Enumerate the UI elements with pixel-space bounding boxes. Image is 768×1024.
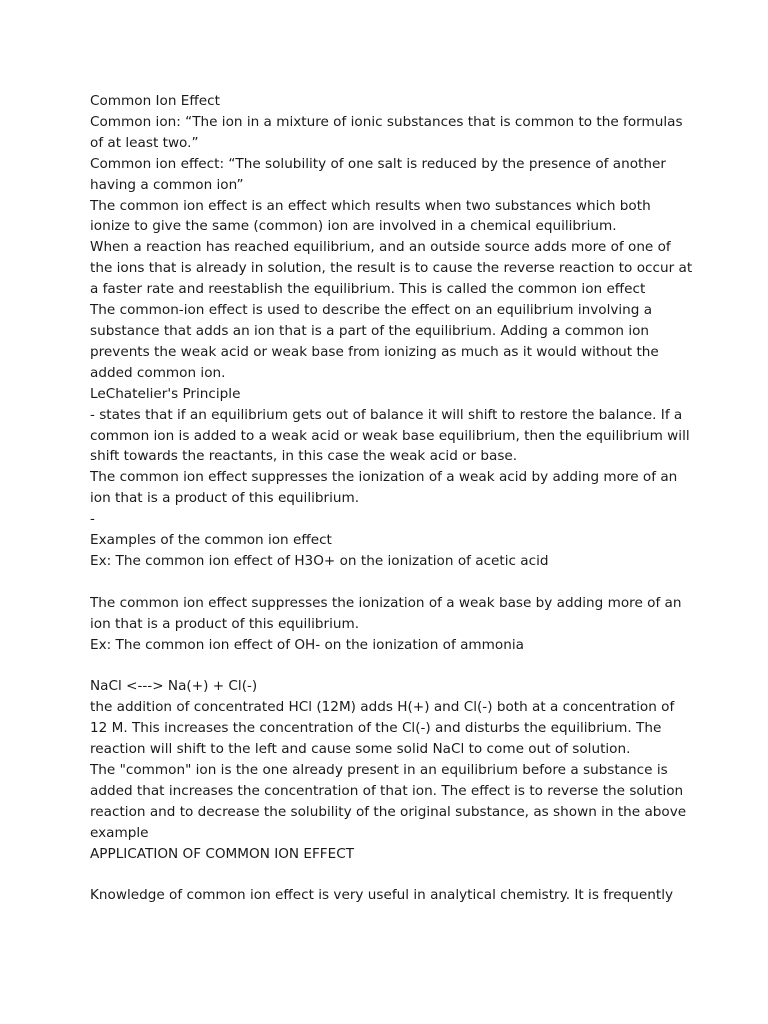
text-line: example (90, 824, 149, 841)
blank-line (90, 572, 690, 593)
section-heading: LeChatelier's Principle (90, 385, 241, 402)
text-line: Common ion: “The ion in a mixture of ionic substances that is common to the formulas (90, 113, 683, 130)
text-line: The common ion effect suppresses the ionization of a weak base by adding more of an (90, 594, 682, 611)
text-line: a faster rate and reestablish the equilibrium. This is called the common ion effect (90, 281, 646, 298)
text-line: The common-ion effect is used to describe the effect on an equilibrium involving a (90, 302, 653, 319)
text-line: 12 M. This increases the concentration of the Cl(-) and disturbs the equilibrium. The (90, 720, 662, 737)
text-line: of at least two.” (90, 134, 199, 151)
section-heading: APPLICATION OF COMMON ION EFFECT (90, 845, 355, 862)
text-line: The common ion effect suppresses the ionization of a weak acid by adding more of an (90, 469, 678, 486)
text-line: the addition of concentrated HCl (12M) adds H(+) and Cl(-) both at a concentration of (90, 699, 675, 716)
text-line: The "common" ion is the one already present in an equilibrium before a substance is (90, 761, 668, 778)
blank-line (90, 655, 690, 676)
section-heading: Examples of the common ion effect (90, 532, 332, 549)
text-line: When a reaction has reached equilibrium, and an outside source adds more of one of (90, 239, 671, 256)
text-line: ionize to give the same (common) ion are involved in a chemical equilibrium. (90, 218, 617, 235)
document-title: Common Ion Effect (90, 93, 220, 109)
text-line: the ions that is already in solution, the result is to cause the reverse reaction to occur at (90, 260, 693, 277)
text-line: substance that adds an ion that is a part of the equilibrium. Adding a common ion (90, 322, 650, 339)
text-line: ion that is a product of this equilibrium. (90, 490, 360, 507)
text-line: shift towards the reactants, in this case the weak acid or base. (90, 448, 518, 465)
text-line: - states that if an equilibrium gets out of balance it will shift to restore the balance. If a (90, 406, 683, 423)
text-line: - (90, 511, 95, 528)
text-line: common ion is added to a weak acid or weak base equilibrium, then the equilibrium will (90, 427, 690, 444)
text-line: added common ion. (90, 364, 226, 381)
text-line: Ex: The common ion effect of H3O+ on the ionization of acetic acid (90, 552, 549, 569)
text-line: prevents the weak acid or weak base from ionizing as much as it would without the (90, 343, 659, 360)
text-line: reaction and to decrease the solubility of the original substance, as shown in the above (90, 803, 687, 820)
text-line: Common ion effect: “The solubility of one salt is reduced by the presence of another (90, 155, 666, 172)
document-page (90, 91, 693, 906)
text-line: Ex: The common ion effect of OH- on the ionization of ammonia (90, 636, 524, 653)
text-line: The common ion effect is an effect which results when two substances which both (90, 197, 651, 214)
equation-line: NaCl <---> Na(+) + Cl(-) (90, 678, 258, 695)
text-line: having a common ion” (90, 176, 244, 193)
blank-line (90, 865, 690, 886)
text-line: Knowledge of common ion effect is very useful in analytical chemistry. It is frequently (90, 887, 674, 904)
text-line: added that increases the concentration of that ion. The effect is to reverse the solution (90, 782, 684, 799)
text-line: reaction will shift to the left and cause some solid NaCl to come out of solution. (90, 741, 631, 758)
text-line: ion that is a product of this equilibrium. (90, 615, 360, 632)
